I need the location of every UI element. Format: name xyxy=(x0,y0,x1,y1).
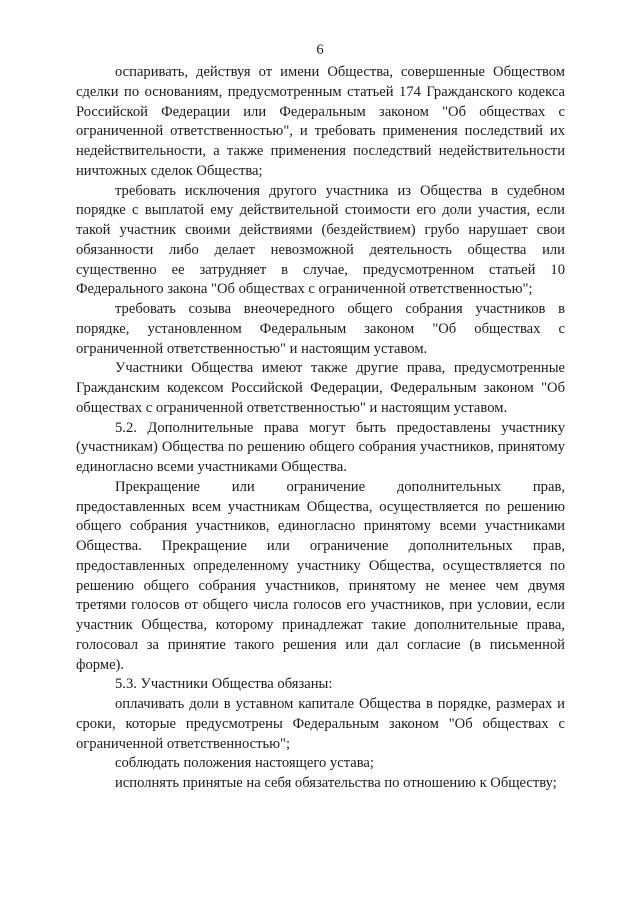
paragraph-challenge-transactions: оспаривать, действуя от имени Общества, совершенные Обществом сделки по основаниям, предусмотренным статьей 174 Гражданского кодекса Российской Федерации или Федеральным законом "Об обществах с ограниченной ответственностью", и требовать применения последствий их недействительности, а также применения последствий недействительности ничтожных сделок Общества; xyxy=(76,64,565,179)
paragraph-fulfill-obligations: исполнять принятые на себя обязательства по отношению к Обществу; xyxy=(115,775,557,791)
paragraph-extraordinary-meeting: требовать созыва внеочередного общего собрания участников в порядке, установленном Федеральным законом "Об обществах с ограниченной ответственностью" и настоящим уставом. xyxy=(76,301,565,357)
paragraph-termination-additional-rights: Прекращение или ограничение дополнительных прав, предоставленных всем участникам Общества, осуществляется по решению общего собрания участников, единогласно принятому всеми участниками Общества. Прекращение или ограничение дополнительных прав, предоставленных определенному участнику Общества, осуществляется по решению общего собрания участников, принятому не менее чем двумя третями голосов от общего числа голосов его участников, при условии, если участник Общества, которому принадлежат такие дополнительные права, голосовал за принятие такого решения или дал согласие (в письменной форме). xyxy=(76,478,565,673)
paragraph-exclude-participant: требовать исключения другого участника из Общества в судебном порядке с выплатой ему действительной стоимости его доли участия, если такой участник своими действиями (бездействием) грубо нарушает свои обязанности либо делает невозможной деятельность общества или существенно ее затрудняет в случае, предусмотренном статьей 10 Федерального закона "Об обществах с ограниченной ответственностью"; xyxy=(76,182,565,298)
paragraph-other-rights: Участники Общества имеют также другие права, предусмотренные Гражданским кодексом Российской Федерации, Федеральным законом "Об обществах с ограниченной ответственностью" и настоящим уставом. xyxy=(76,360,565,416)
paragraph-comply-charter: соблюдать положения настоящего устава; xyxy=(115,755,374,772)
paragraph-pay-shares: оплачивать доли в уставном капитале Общества в порядке, размерах и сроки, которые предусмотрены Федеральным законом "Об обществах с ограниченной ответственностью"; xyxy=(76,696,565,752)
paragraph-section-5-2: 5.2. Дополнительные права могут быть предоставлены участнику (участникам) Общества по решению общего собрания участников, принятому единогласно всеми участниками Общества. xyxy=(76,419,565,475)
document-body xyxy=(76,63,565,794)
paragraph-section-5-3: 5.3. Участники Общества обязаны: xyxy=(115,676,333,693)
page-number: 6 xyxy=(316,42,324,58)
